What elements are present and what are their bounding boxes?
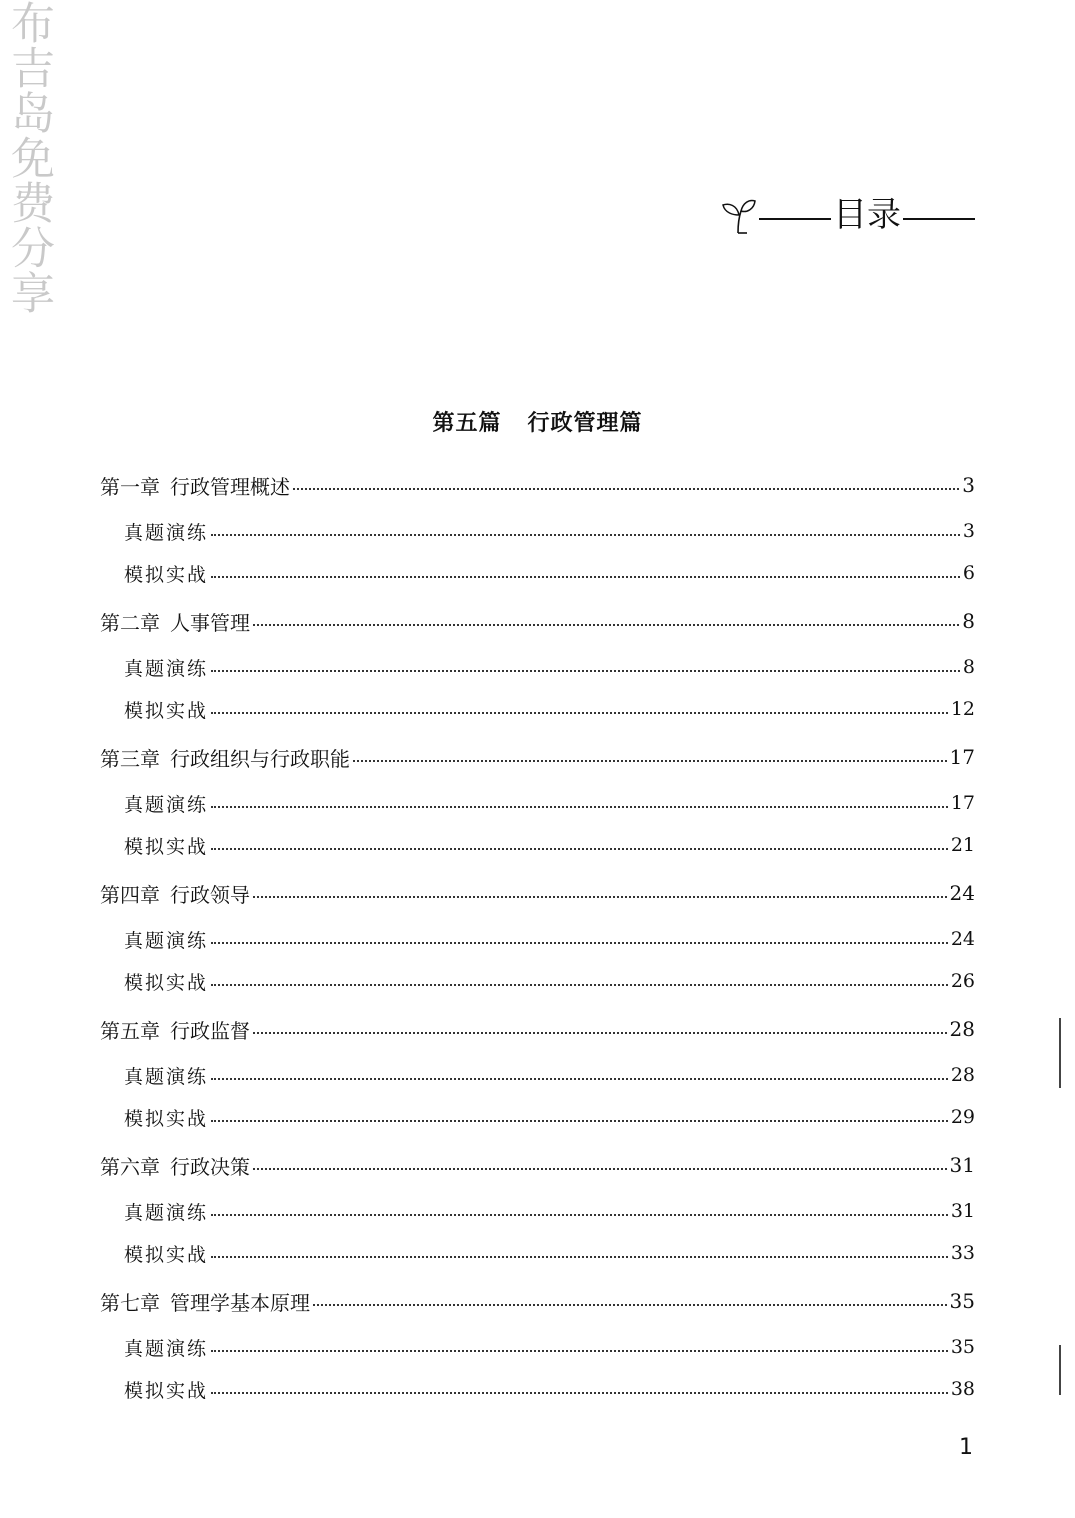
- dot-leader: [211, 1256, 948, 1258]
- toc-chapter-row[interactable]: [100, 1012, 975, 1046]
- sprout-icon: [717, 193, 759, 237]
- dot-leader: [253, 1032, 947, 1034]
- section-page-number: 8: [962, 656, 975, 678]
- section-title: 模拟实战: [124, 835, 209, 858]
- section-page-number: 28: [950, 1064, 975, 1086]
- section-title: 模拟实战: [124, 971, 209, 994]
- chapter-number: 第二章: [100, 610, 160, 635]
- toc-chapter-row[interactable]: [100, 1148, 975, 1182]
- toc-section-row[interactable]: [124, 1236, 975, 1270]
- part-title-name: 行政管理篇: [527, 410, 643, 436]
- section-page-number: 29: [950, 1106, 975, 1128]
- section-page-number: 6: [962, 562, 975, 584]
- chapter-heading: [100, 1287, 310, 1316]
- section-page-number: 3: [962, 520, 975, 542]
- chapter-page-number: 28: [949, 1017, 975, 1041]
- toc-section-row[interactable]: [124, 922, 975, 956]
- toc-section-row[interactable]: [124, 514, 975, 548]
- section-title: 模拟实战: [124, 699, 209, 722]
- chapter-heading: [100, 607, 250, 636]
- dot-leader: [211, 984, 948, 986]
- dot-leader: [211, 1392, 948, 1394]
- chapter-number: 第五章: [100, 1018, 160, 1043]
- dot-leader: [211, 848, 948, 850]
- toc-chapter-row[interactable]: [100, 604, 975, 638]
- dot-leader: [211, 534, 960, 536]
- dot-leader: [211, 942, 948, 944]
- section-title: 真题演练: [124, 793, 209, 816]
- chapter-title: 行政监督: [170, 1018, 250, 1043]
- chapter-number: 第一章: [100, 474, 160, 499]
- section-page-number: 31: [950, 1200, 975, 1222]
- toc-section-row[interactable]: [124, 1100, 975, 1134]
- chapter-title: 人事管理: [170, 610, 250, 635]
- toc-chapter-row[interactable]: [100, 1284, 975, 1318]
- section-title: 真题演练: [124, 1337, 209, 1360]
- chapter-heading: [100, 879, 250, 908]
- chapter-page-number: 17: [949, 745, 975, 769]
- section-title: 真题演练: [124, 657, 209, 680]
- part-title: [0, 406, 1075, 437]
- dot-leader: [211, 1350, 948, 1352]
- dot-leader: [211, 670, 960, 672]
- section-page-number: 24: [950, 928, 975, 950]
- section-page-number: 17: [950, 792, 975, 814]
- toc-section-row[interactable]: [124, 692, 975, 726]
- dot-leader: [313, 1304, 947, 1306]
- toc-section-row[interactable]: [124, 556, 975, 590]
- toc-chapter-row[interactable]: [100, 468, 975, 502]
- watermark-text: 布吉岛免费分享: [3, 0, 54, 315]
- toc-section-row[interactable]: [124, 1058, 975, 1092]
- section-page-number: 35: [950, 1336, 975, 1358]
- toc-section-row[interactable]: [124, 828, 975, 862]
- header-rule-right: [903, 218, 975, 220]
- dot-leader: [211, 1120, 948, 1122]
- section-title: 真题演练: [124, 521, 209, 544]
- toc-header: [717, 185, 975, 245]
- chapter-title: 行政管理概述: [170, 474, 290, 499]
- chapter-number: 第三章: [100, 746, 160, 771]
- section-title: 真题演练: [124, 929, 209, 952]
- toc-section-row[interactable]: [124, 650, 975, 684]
- section-title: 真题演练: [124, 1065, 209, 1088]
- part-title-prefix: 第五篇: [432, 410, 502, 436]
- dot-leader: [211, 1214, 948, 1216]
- section-page-number: 21: [950, 834, 975, 856]
- toc-chapter-row[interactable]: [100, 740, 975, 774]
- chapter-number: 第六章: [100, 1154, 160, 1179]
- page-number: 1: [959, 1435, 973, 1460]
- scan-mark: [1059, 1018, 1061, 1088]
- dot-leader: [253, 624, 959, 626]
- section-title: 模拟实战: [124, 1379, 209, 1402]
- chapter-title: 行政决策: [170, 1154, 250, 1179]
- toc-section-row[interactable]: [124, 964, 975, 998]
- section-title: 模拟实战: [124, 563, 209, 586]
- chapter-heading: [100, 1015, 250, 1044]
- chapter-heading: [100, 1151, 250, 1180]
- dot-leader: [353, 760, 947, 762]
- chapter-page-number: 3: [962, 473, 975, 497]
- section-title: 模拟实战: [124, 1243, 209, 1266]
- section-page-number: 26: [950, 970, 975, 992]
- chapter-number: 第七章: [100, 1290, 160, 1315]
- dot-leader: [211, 712, 948, 714]
- dot-leader: [253, 1168, 947, 1170]
- dot-leader: [211, 576, 960, 578]
- chapter-page-number: 31: [949, 1153, 975, 1177]
- scan-mark: [1059, 1345, 1061, 1395]
- chapter-page-number: 35: [949, 1289, 975, 1313]
- toc-chapter-row[interactable]: [100, 876, 975, 910]
- section-page-number: 33: [950, 1242, 975, 1264]
- toc-section-row[interactable]: [124, 786, 975, 820]
- section-title: 模拟实战: [124, 1107, 209, 1130]
- section-page-number: 38: [950, 1378, 975, 1400]
- chapter-heading: [100, 471, 290, 500]
- chapter-title: 行政组织与行政职能: [170, 746, 350, 771]
- chapter-number: 第四章: [100, 882, 160, 907]
- chapter-heading: [100, 743, 350, 772]
- section-page-number: 12: [950, 698, 975, 720]
- toc-section-row[interactable]: [124, 1194, 975, 1228]
- chapter-page-number: 8: [962, 609, 975, 633]
- dot-leader: [211, 1078, 948, 1080]
- toc-section-row[interactable]: [124, 1330, 975, 1364]
- chapter-title: 行政领导: [170, 882, 250, 907]
- toc-section-row[interactable]: [124, 1372, 975, 1406]
- header-rule-left: [759, 218, 831, 220]
- toc-title: 目录: [833, 195, 901, 235]
- section-title: 真题演练: [124, 1201, 209, 1224]
- chapter-title: 管理学基本原理: [170, 1290, 310, 1315]
- dot-leader: [211, 806, 948, 808]
- chapter-page-number: 24: [949, 881, 975, 905]
- dot-leader: [253, 896, 947, 898]
- dot-leader: [293, 488, 959, 490]
